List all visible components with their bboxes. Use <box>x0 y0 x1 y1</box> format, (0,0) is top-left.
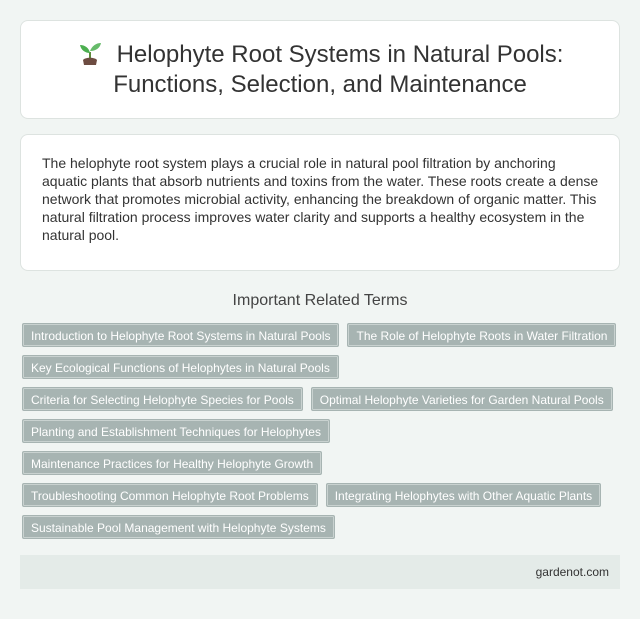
related-terms-list <box>22 323 622 539</box>
footer <box>20 555 620 589</box>
related-term-tag[interactable]: Optimal Helophyte Varieties for Garden Natural Pools <box>311 387 613 411</box>
related-term-tag[interactable]: Criteria for Selecting Helophyte Species for Pools <box>22 387 303 411</box>
related-term-tag[interactable]: Sustainable Pool Management with Helophyte Systems <box>22 515 335 539</box>
intro-paragraph: The helophyte root system plays a crucial role in natural pool filtration by anchoring aquatic plants that absorb nutrients and toxins from the water. These roots create a dense network that promotes microbial activity, enhancing the breakdown of organic matter. This natural filtration process improves water clarity and supports a healthy ecosystem in the natural pool. <box>42 155 599 243</box>
related-term-tag[interactable]: Introduction to Helophyte Root Systems in Natural Pools <box>22 323 339 347</box>
related-term-tag[interactable]: Maintenance Practices for Healthy Helophyte Growth <box>22 451 322 475</box>
related-terms-heading: Important Related Terms <box>232 292 408 309</box>
page-title <box>50 40 590 100</box>
related-term-tag[interactable]: The Role of Helophyte Roots in Water Filtration <box>347 323 616 347</box>
page-title-text: Helophyte Root Systems in Natural Pools: Functions, Selection, and Maintenance <box>113 40 564 98</box>
related-term-tag[interactable]: Key Ecological Functions of Helophytes in Natural Pools <box>22 355 339 379</box>
intro-card <box>20 134 620 271</box>
footer-site-link[interactable]: gardenot.com <box>535 565 609 579</box>
sprout-icon <box>77 40 103 66</box>
title-card <box>20 20 620 119</box>
related-term-tag[interactable]: Integrating Helophytes with Other Aquatic Plants <box>326 483 601 507</box>
related-term-tag[interactable]: Troubleshooting Common Helophyte Root Problems <box>22 483 318 507</box>
related-term-tag[interactable]: Planting and Establishment Techniques for Helophytes <box>22 419 330 443</box>
